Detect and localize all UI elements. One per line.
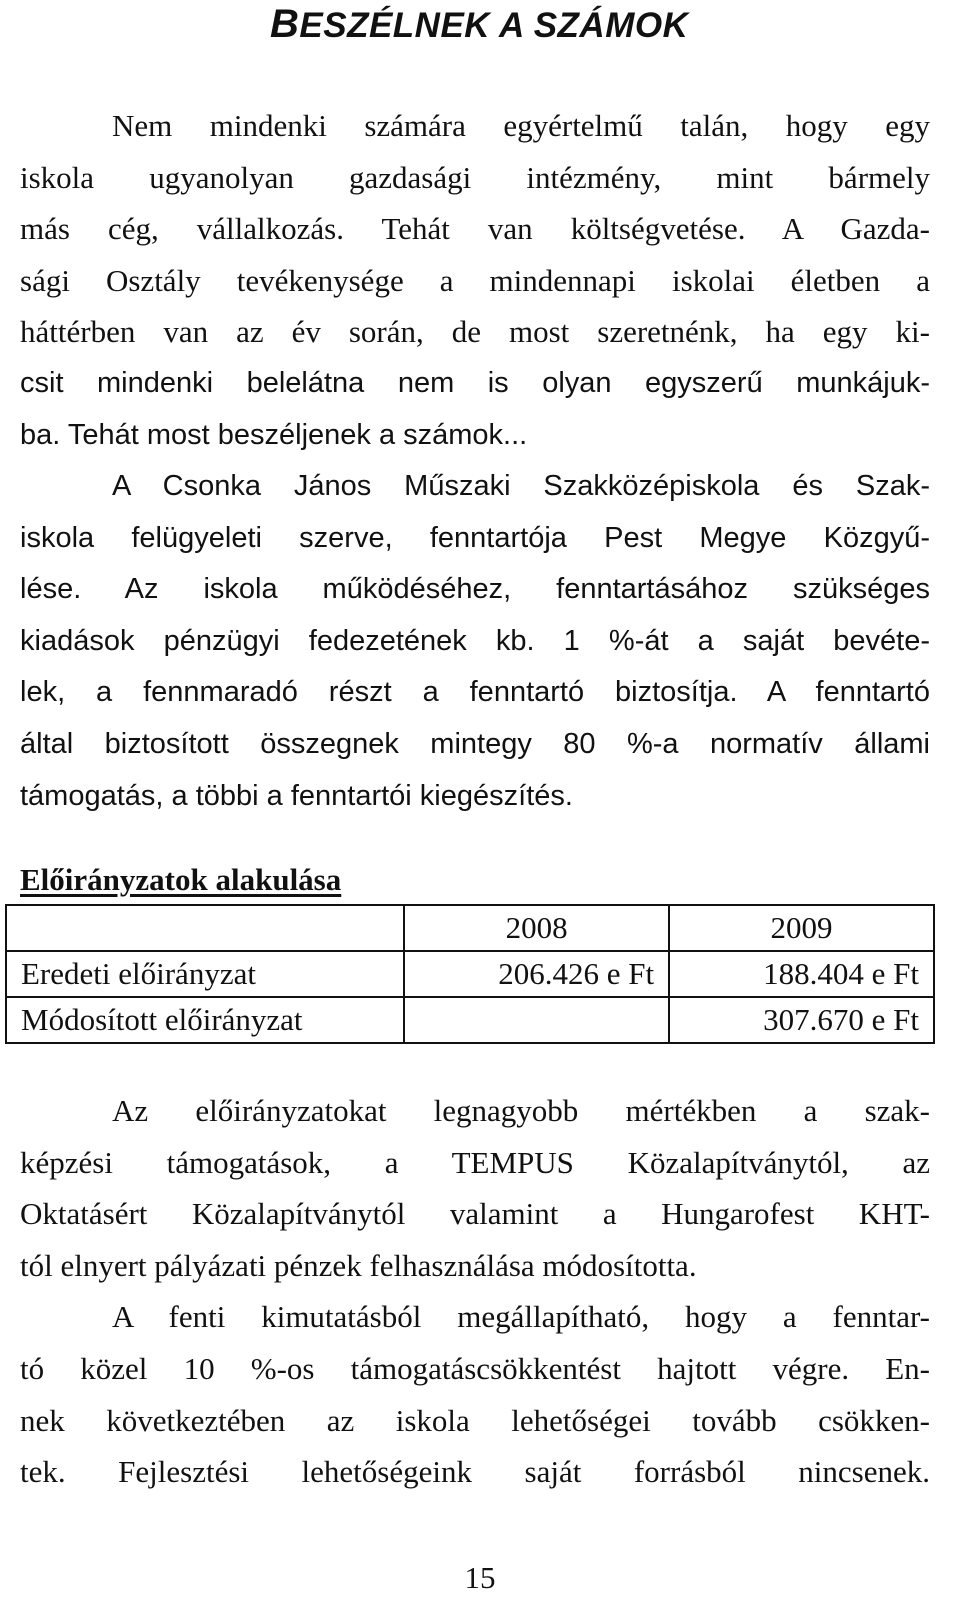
text-line: iskola felügyeleti szerve, fenntartója Pest Megye Közgyű- (20, 521, 930, 554)
text-line: Az előirányzatokat legnagyobb mértékben a szak- (112, 1093, 930, 1128)
text-line: tól elnyert pályázati pénzek felhasználása módosította. (20, 1247, 697, 1283)
text-line: lése. Az iskola működéséhez, fenntartásához szükséges (20, 573, 930, 606)
text-line: iskola ugyanolyan gazdasági intézmény, mint bármely (20, 159, 930, 195)
table-header-row (6, 905, 934, 951)
text-line: A Csonka János Műszaki Szakközépiskola és Szak- (112, 470, 930, 502)
budget-table (5, 904, 935, 1044)
header-cell-empty (6, 905, 404, 951)
cell-value (404, 997, 669, 1043)
text-line: ba. Tehát most beszéljenek a számok... (20, 418, 528, 451)
header-cell-year: 2008 (404, 905, 669, 951)
text-line: Oktatásért Közalapítványtól valamint a Hungarofest KHT- (20, 1196, 930, 1232)
intro-paragraph (20, 100, 930, 461)
heading-rest: ESZÉLNEK A SZÁMOK (299, 6, 689, 45)
body-paragraph (20, 461, 930, 822)
text-line: háttérben van az év során, de most szeretnénk, ha egy ki- (20, 314, 930, 350)
text-line: A fenti kimutatásból megállapítható, hogy a fenntar- (112, 1299, 930, 1335)
heading-initial: B (270, 2, 300, 46)
cell-value: 188.404 e Ft (669, 951, 934, 997)
section-heading (270, 2, 688, 47)
text-line: csit mindenki belelátna nem is olyan egyszerű munkájuk- (20, 366, 930, 399)
text-line: által biztosított összegnek mintegy 80 %-a normatív állami (20, 727, 930, 760)
text-line: támogatás, a többi a fenntartói kiegészítés. (20, 779, 573, 812)
table-row (6, 951, 934, 997)
text-line: kiadások pénzügyi fedezetének kb. 1 %-át a saját bevéte- (20, 624, 930, 657)
page-number: 15 (464, 1560, 496, 1595)
row-label: Eredeti előirányzat (6, 951, 404, 997)
text-line: tek. Fejlesztési lehetőségeink saját forrásból nincsenek. (20, 1454, 930, 1490)
header-cell-year: 2009 (669, 905, 934, 951)
table-title: Előirányzatok alakulása (20, 862, 342, 897)
row-label: Módosított előirányzat (6, 997, 404, 1043)
cell-value: 307.670 e Ft (669, 997, 934, 1043)
table-row (6, 997, 934, 1043)
closing-paragraph (20, 1085, 930, 1498)
cell-value: 206.426 e Ft (404, 951, 669, 997)
text-line: lek, a fennmaradó részt a fenntartó biztosítja. A fenntartó (20, 676, 930, 709)
text-line: képzési támogatások, a TEMPUS Közalapítványtól, az (20, 1144, 930, 1180)
text-line: tó közel 10 %-os támogatáscsökkentést hajtott végre. En- (20, 1350, 930, 1386)
text-line: más cég, vállalkozás. Tehát van költségvetése. A Gazda- (20, 211, 930, 247)
text-line: sági Osztály tevékenysége a mindennapi iskolai életben a (20, 262, 930, 298)
text-line: Nem mindenki számára egyértelmű talán, hogy egy (112, 108, 930, 143)
text-line: nek következtében az iskola lehetőségei tovább csökken- (20, 1402, 930, 1438)
